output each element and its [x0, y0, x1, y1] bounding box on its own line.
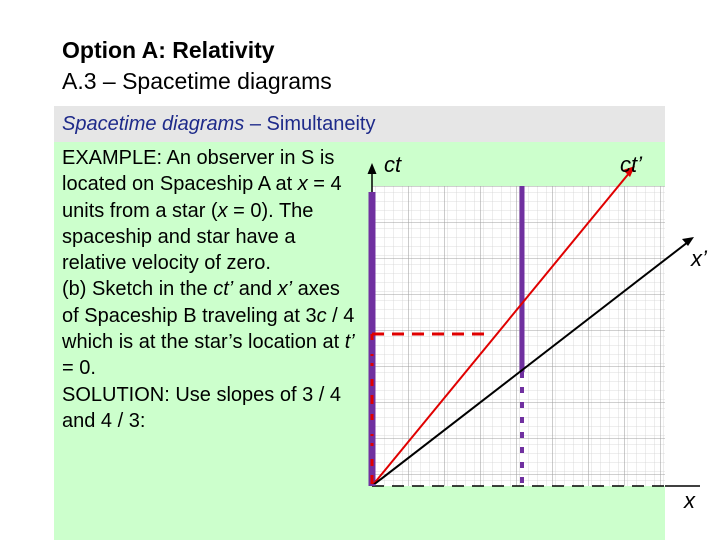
part-b-3: axes of Spaceship B traveling at 3 — [62, 278, 340, 327]
x-variable-2: x — [217, 199, 228, 222]
t-prime-term: t’ — [344, 331, 355, 354]
ct-prime-term: ct’ — [213, 278, 234, 301]
grid-lines — [372, 186, 665, 486]
example-line-3: = 0). The spaceship and star have a relative velocity of zero. — [62, 199, 314, 275]
ct-axis-label: ct — [384, 152, 402, 177]
slide-title: Option A: Relativity — [62, 37, 275, 63]
topic-heading-italic: Spacetime diagrams — [62, 113, 245, 135]
ct-axis-arrowhead — [368, 163, 377, 174]
x-prime-term: x’ — [277, 278, 293, 301]
x-axis-label: x — [684, 488, 695, 513]
part-b-2: and — [233, 278, 278, 301]
example-line-1: EXAMPLE: An observer in S is located on Spaceship A at — [62, 147, 335, 196]
topic-heading-rest: – Simultaneity — [244, 113, 376, 135]
part-b-5: = 0. — [62, 357, 96, 380]
x-prime-axis-label: x’ — [691, 246, 707, 271]
solution-text: SOLUTION: Use slopes of 3 / 4 and 4 / 3: — [62, 383, 341, 432]
x-variable: x — [297, 173, 308, 196]
part-b-1: (b) Sketch in the — [62, 278, 214, 301]
slide-subtitle: A.3 – Spacetime diagrams — [62, 68, 332, 94]
c-variable: c — [316, 304, 327, 327]
ct-prime-axis-label: ct’ — [620, 152, 642, 177]
example-line-2: = 4 units from a star ( — [62, 173, 342, 222]
part-b-4: / 4 which is at the star’s location at — [62, 304, 355, 354]
